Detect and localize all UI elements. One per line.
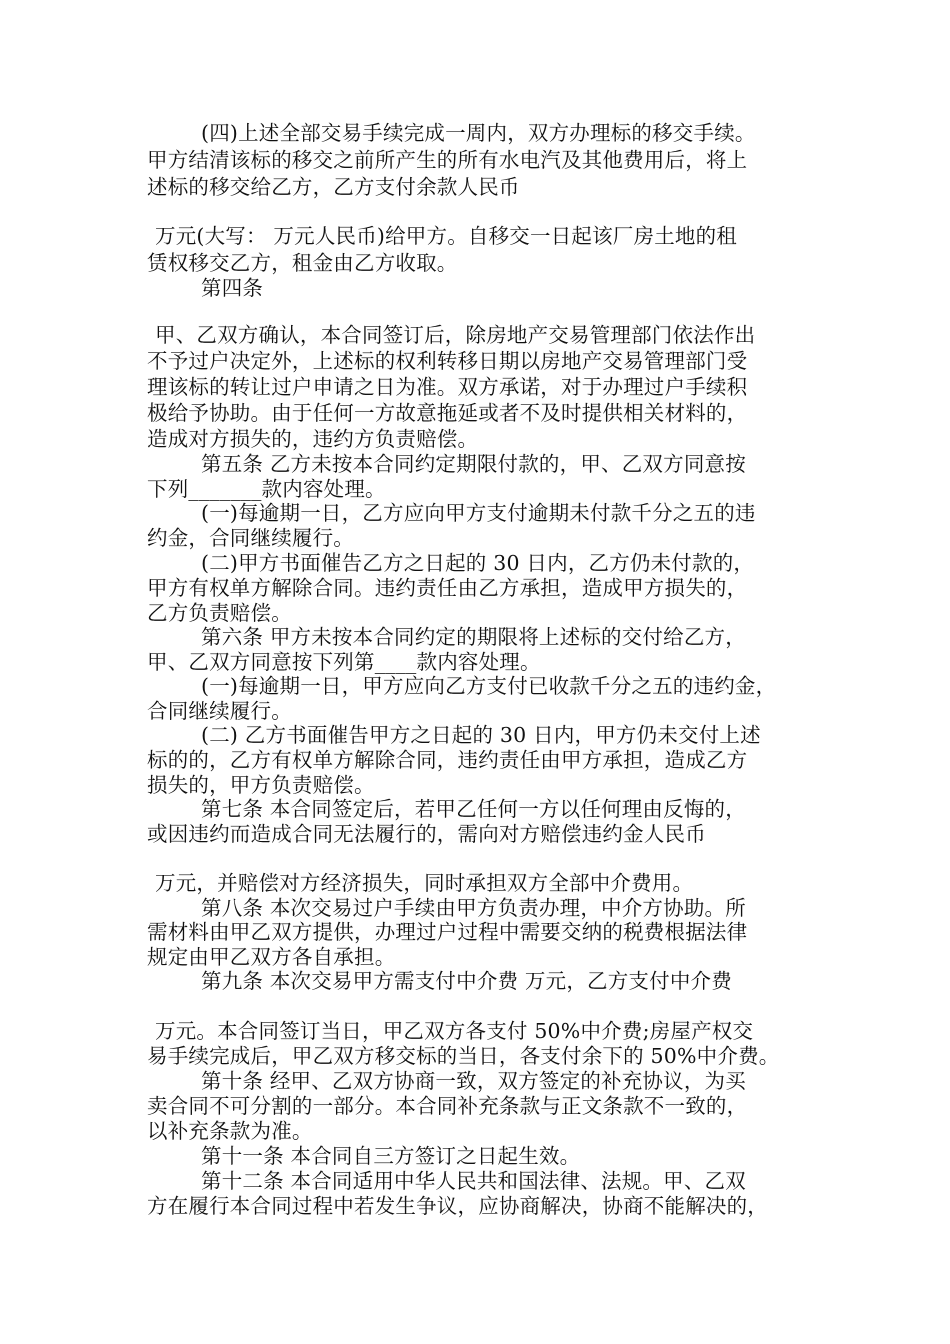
text-line: 理该标的转让过户申请之日为准。双方承诺，对于办理过户手续积 [147, 375, 748, 399]
text-line: (一)每逾期一日，甲方应向乙方支付已收款千分之五的违约金， [201, 674, 777, 698]
section-heading: 第七条 本合同签定后，若甲乙任何一方以任何理由反悔的， [201, 797, 746, 821]
text-line: 万元。本合同签订当日，甲乙双方各支付 50%中介费;房屋产权交 [155, 1019, 754, 1043]
text-line: 易手续完成后，甲乙双方移交标的当日，各支付余下的 50%中介费。 [147, 1044, 780, 1068]
text-line: 甲、乙双方同意按下列第____款内容处理。 [147, 650, 541, 674]
text-line: 方在履行本合同过程中若发生争议，应协商解决，协商不能解决的， [147, 1194, 768, 1218]
text-line: 万元，并赔偿对方经济损失，同时承担双方全部中介费用。 [155, 871, 694, 895]
section-heading: 第五条 乙方未按本合同约定期限付款的，甲、乙双方同意按 [201, 452, 746, 476]
section-heading: 第九条 本次交易甲方需支付中介费 万元，乙方支付中介费 [201, 969, 732, 993]
text-line: 赁权移交乙方，租金由乙方收取。 [147, 251, 458, 275]
section-heading: 第八条 本次交易过户手续由甲方负责办理，中介方协助。所 [201, 896, 746, 920]
text-line: 造成对方损失的，违约方负责赔偿。 [147, 427, 479, 451]
text-line: 甲方结清该标的移交之前所产生的所有水电汽及其他费用后，将上 [147, 148, 748, 172]
text-line: 约金，合同继续履行。 [147, 526, 354, 550]
text-line: 标的的，乙方有权单方解除合同，违约责任由甲方承担，造成乙方 [147, 748, 748, 772]
text-line: 或因违约而造成合同无法履行的，需向对方赔偿违约金人民币 [147, 822, 706, 846]
text-line: 规定由甲乙双方各自承担。 [147, 945, 396, 969]
text-line: 甲、乙双方确认，本合同签订后，除房地产交易管理部门依法作出 [155, 323, 756, 347]
section-heading: 第十一条 本合同自三方签订之日起生效。 [201, 1144, 581, 1168]
text-line: (二) 乙方书面催告甲方之日起的 30 日内，甲方仍未交付上述 [201, 723, 761, 747]
text-line: 极给予协助。由于任何一方故意拖延或者不及时提供相关材料的， [147, 401, 748, 425]
text-line: 下列_______款内容处理。 [147, 477, 386, 501]
text-line: (二)甲方书面催告乙方之日起的 30 日内，乙方仍未付款的， [201, 551, 755, 575]
text-line: (一)每逾期一日，乙方应向甲方支付逾期未付款千分之五的违 [201, 501, 756, 525]
text-line: 卖合同不可分割的一部分。本合同补充条款与正文条款不一致的， [147, 1094, 748, 1118]
text-line: 述标的移交给乙方，乙方支付余款人民币 [147, 175, 520, 199]
text-line: 需材料由甲乙双方提供，办理过户过程中需要交纳的税费根据法律 [147, 920, 748, 944]
text-line: 乙方负责赔偿。 [147, 601, 292, 625]
text-line: (四)上述全部交易手续完成一周内，双方办理标的移交手续。 [201, 121, 756, 145]
section-heading: 第四条 [201, 276, 264, 300]
text-line: 万元(大写： 万元人民币)给甲方。自移交一日起该厂房土地的租 [155, 224, 738, 248]
text-line: 以补充条款为准。 [147, 1119, 313, 1143]
text-line: 甲方有权单方解除合同。违约责任由乙方承担，造成甲方损失的， [147, 576, 748, 600]
text-line: 不予过户决定外，上述标的权利转移日期以房地产交易管理部门受 [147, 349, 748, 373]
text-line: 合同继续履行。 [147, 699, 292, 723]
text-line: 损失的，甲方负责赔偿。 [147, 773, 375, 797]
section-heading: 第六条 甲方未按本合同约定的期限将上述标的交付给乙方， [201, 625, 746, 649]
section-heading: 第十条 经甲、乙双方协商一致，双方签定的补充协议，为买 [201, 1069, 746, 1093]
section-heading: 第十二条 本合同适用中华人民共和国法律、法规。甲、乙双 [201, 1169, 746, 1193]
